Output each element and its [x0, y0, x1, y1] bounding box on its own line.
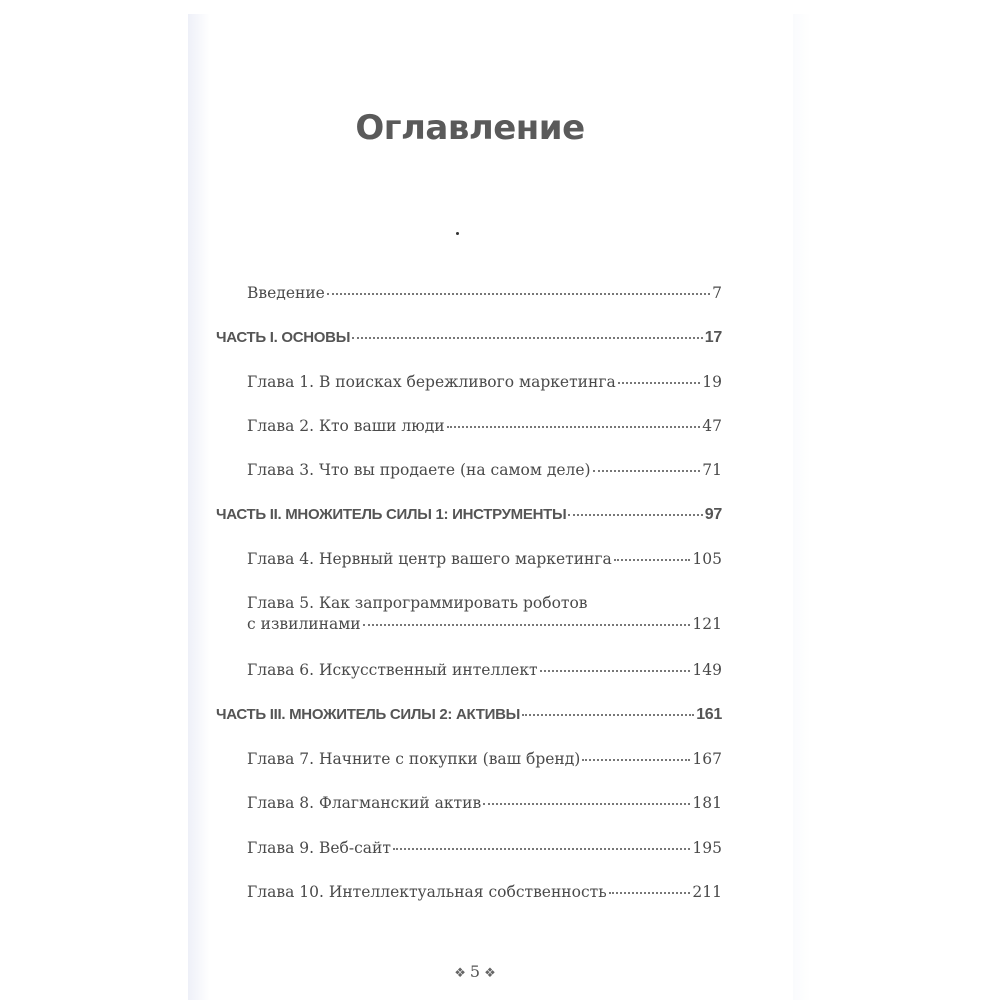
toc-chapter-10[interactable] — [247, 883, 722, 901]
toc-chapter-1[interactable] — [247, 373, 722, 391]
toc-entry-page: 121 — [692, 615, 722, 633]
toc-entry-page: 97 — [704, 506, 722, 523]
dot-leader — [393, 848, 690, 850]
dot-leader — [609, 892, 691, 894]
toc-entry-page: 17 — [704, 329, 722, 346]
dot-leader — [582, 759, 690, 761]
ornament-icon: ❖ — [484, 966, 496, 981]
page-number: 5 — [469, 962, 481, 981]
toc-chapter-4[interactable] — [247, 550, 722, 568]
toc-entry-label: ЧАСТЬ I. ОСНОВЫ — [216, 329, 351, 346]
toc-chapter-6[interactable] — [247, 661, 722, 679]
dot-leader — [568, 514, 702, 516]
ornament-icon: ❖ — [454, 966, 466, 981]
toc-entry-page: 181 — [692, 794, 722, 812]
toc-entry-page: 47 — [702, 417, 722, 435]
toc-entry-label: Глава 4. Нервный центр вашего маркетинга — [247, 550, 612, 568]
toc-entry-label: Глава 2. Кто ваши люди — [247, 417, 445, 435]
toc-entry-label: Глава 10. Интеллектуальная собственность — [247, 883, 607, 901]
toc-entry-label: Глава 9. Веб-сайт — [247, 839, 391, 857]
page-title: Оглавление — [355, 108, 585, 148]
toc-entry-page: 167 — [692, 750, 722, 768]
toc-chapter-3[interactable] — [247, 461, 722, 479]
toc-entry-page: 161 — [696, 706, 722, 723]
toc-entry-introduction[interactable] — [247, 284, 722, 302]
dot-leader — [483, 803, 690, 805]
toc-entry-label: Глава 8. Флагманский актив — [247, 794, 482, 812]
toc-entry-label: Глава 7. Начните с покупки (ваш бренд) — [247, 750, 581, 768]
toc-entry-line2 — [247, 615, 722, 633]
dot-leader — [618, 382, 701, 384]
toc-entry-page: 71 — [702, 461, 722, 479]
toc-part-2[interactable] — [216, 506, 722, 524]
toc-chapter-9[interactable] — [247, 839, 722, 857]
toc-part-3[interactable] — [216, 706, 722, 724]
toc-entry-label: Глава 3. Что вы продаете (на самом деле) — [247, 461, 591, 479]
toc-entry-label: Введение — [247, 284, 325, 302]
toc-entry-page: 195 — [692, 839, 722, 857]
dot-leader — [447, 426, 701, 428]
dot-leader — [540, 670, 691, 672]
toc-entry-label: ЧАСТЬ II. МНОЖИТЕЛЬ СИЛЫ 1: ИНСТРУМЕНТЫ — [216, 506, 567, 523]
toc-chapter-7[interactable] — [247, 750, 722, 768]
toc-entry-page: 211 — [692, 883, 722, 901]
toc-entry-page: 7 — [712, 284, 722, 302]
dot-leader — [352, 337, 703, 339]
dot-leader — [327, 293, 710, 295]
dot-leader — [593, 470, 701, 472]
dot-leader — [522, 714, 694, 716]
dot-leader — [614, 559, 691, 561]
toc-chapter-2[interactable] — [247, 417, 722, 435]
page-folio — [0, 962, 950, 981]
dot-leader — [363, 624, 691, 626]
toc-entry-label: ЧАСТЬ III. МНОЖИТЕЛЬ СИЛЫ 2: АКТИВЫ — [216, 706, 521, 723]
toc-chapter-8[interactable] — [247, 794, 722, 812]
toc-part-1[interactable] — [216, 329, 722, 347]
toc-entry-label-line1: Глава 5. Как запрограммировать роботов — [247, 594, 588, 612]
toc-entry-label: Глава 6. Искусственный интеллект — [247, 661, 538, 679]
toc-entry-label: Глава 1. В поисках бережливого маркетинга — [247, 373, 616, 391]
toc-entry-page: 19 — [702, 373, 722, 391]
toc-entry-label-line2: с извилинами — [247, 615, 361, 633]
toc-chapter-5[interactable] — [247, 594, 722, 633]
toc-entry-page: 105 — [692, 550, 722, 568]
toc-entry-page: 149 — [692, 661, 722, 679]
